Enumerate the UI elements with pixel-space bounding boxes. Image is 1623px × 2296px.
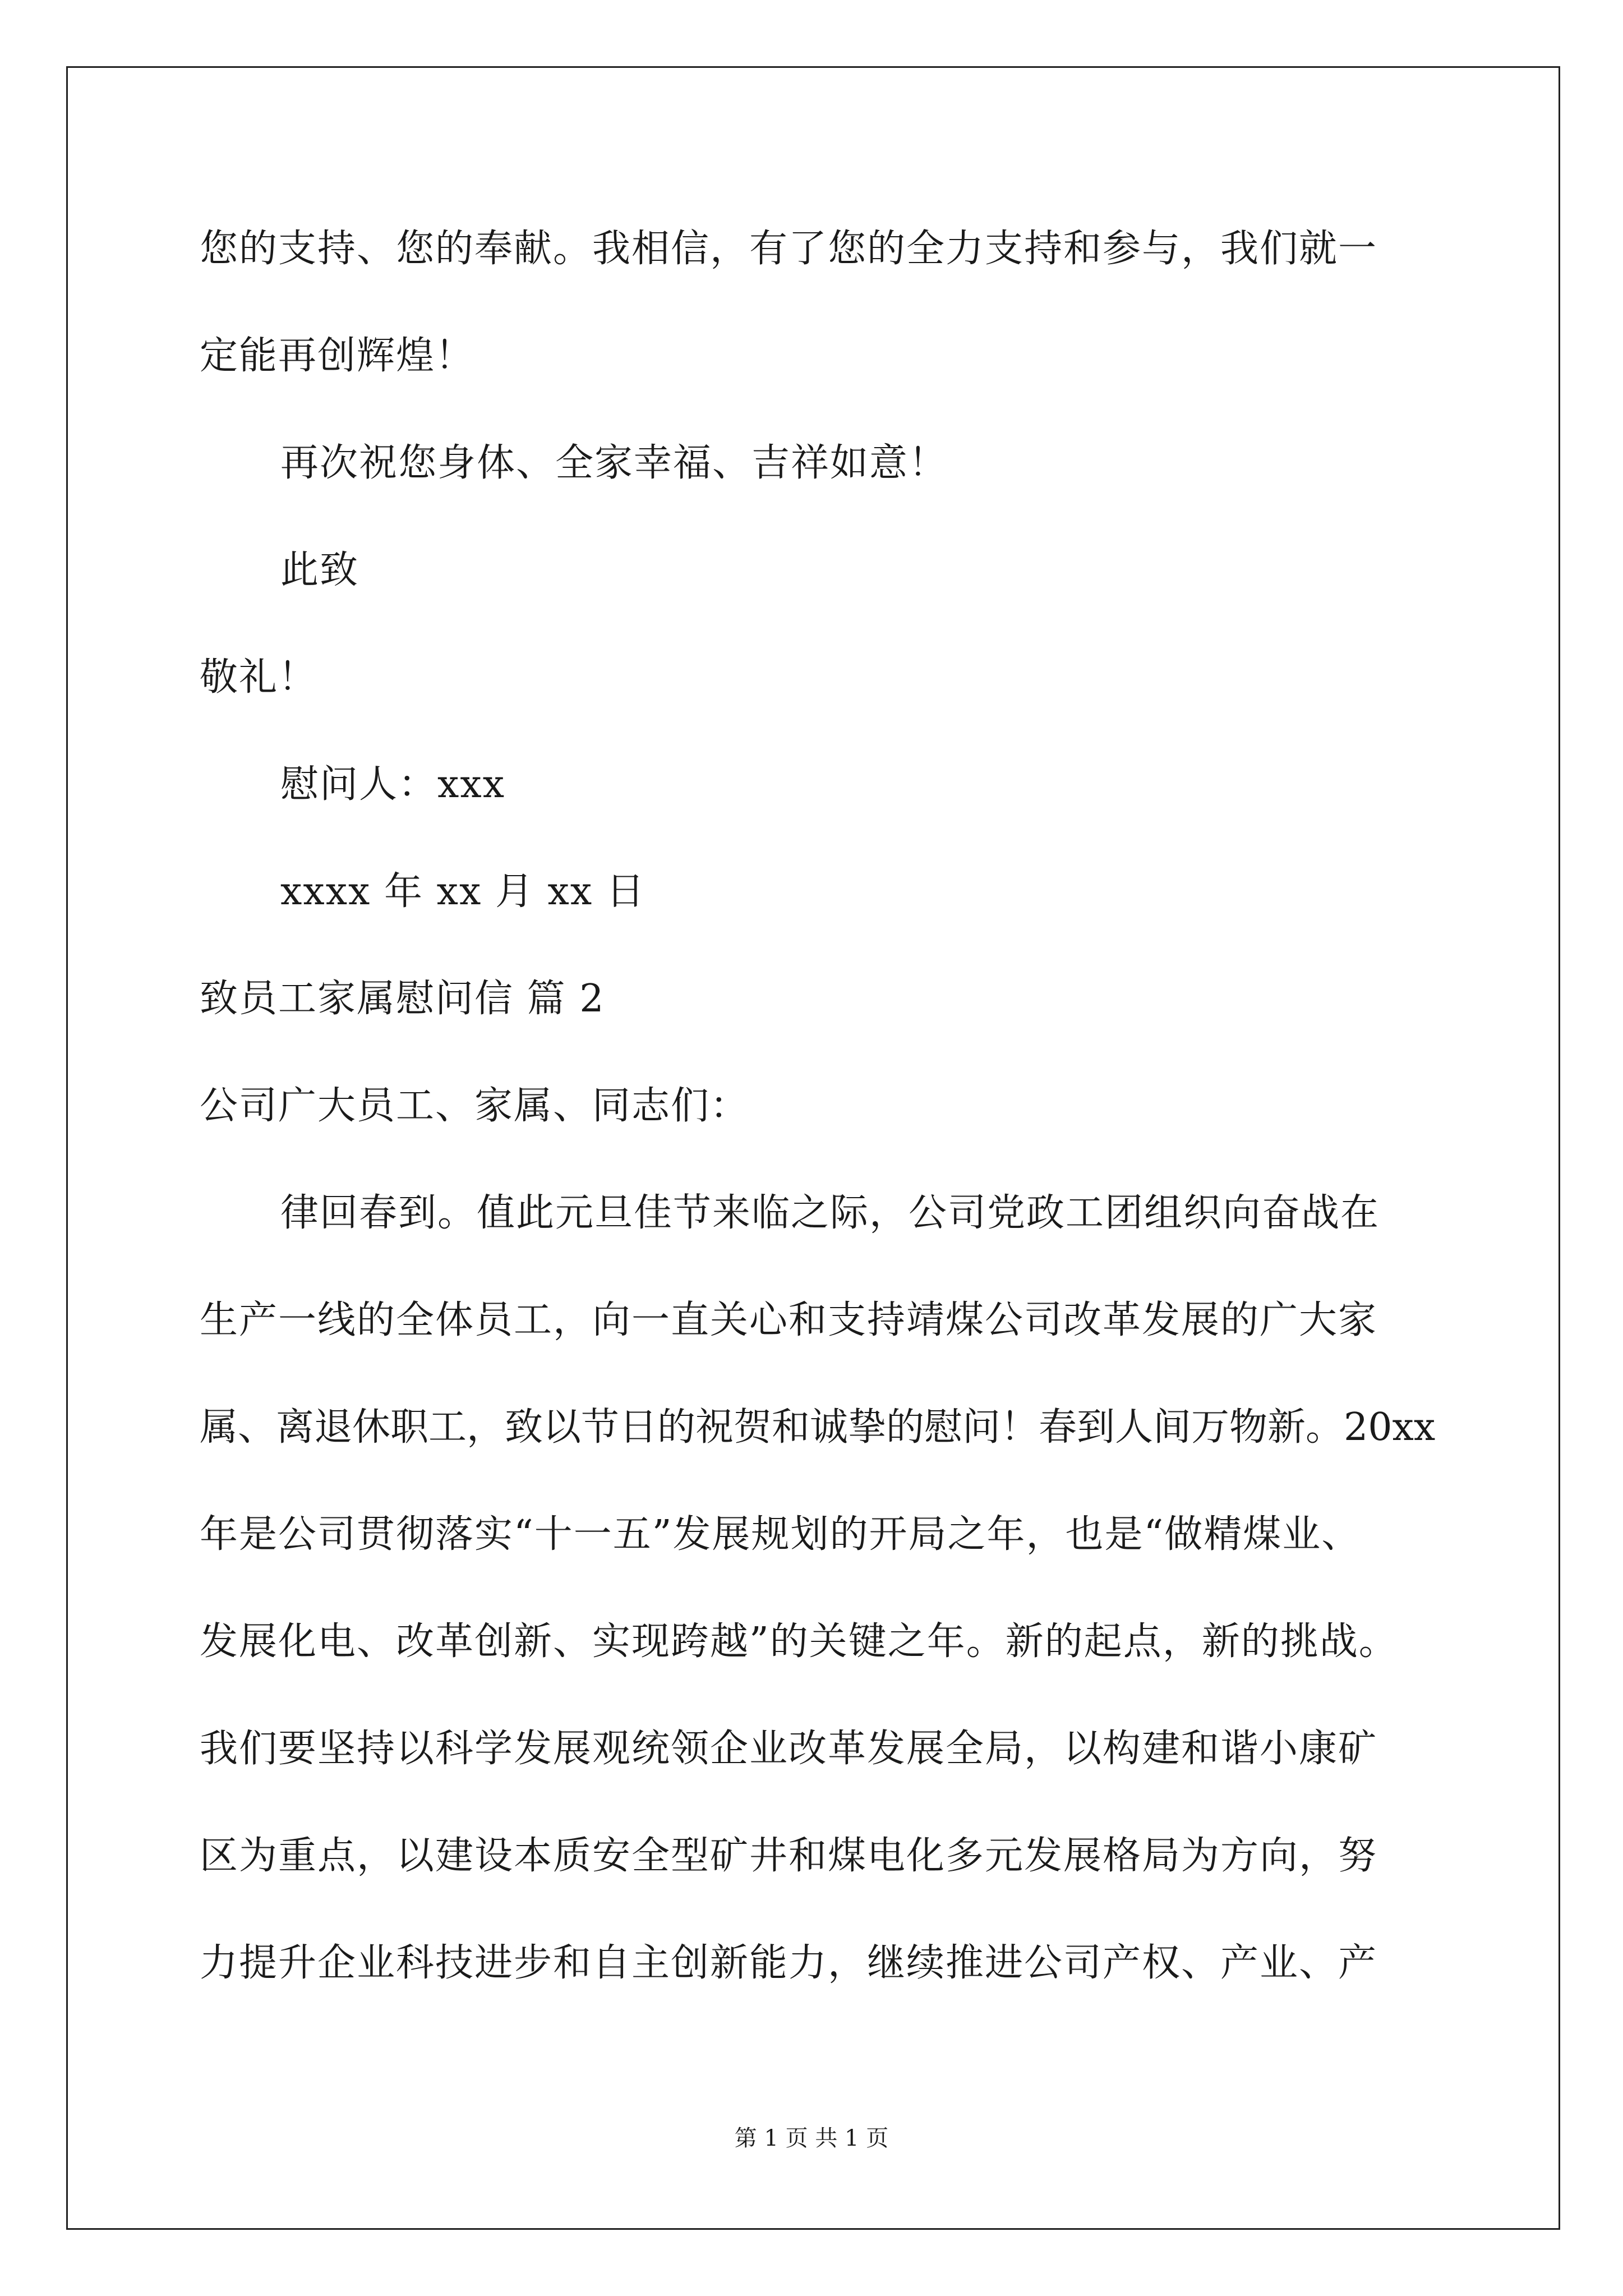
section-heading: 致员工家属慰问信 篇 2 — [200, 977, 605, 1021]
closing-salutation: 敬礼！ — [200, 655, 318, 700]
signatory-line: 慰问人：xxx — [280, 762, 506, 807]
body-line: 发展化电、改革创新、实现跨越”的关键之年。新的起点，新的挑战。 — [200, 1619, 1398, 1664]
greeting-line: 公司广大员工、家属、同志们： — [200, 1084, 750, 1128]
body-line: 区为重点，以建设本质安全型矿井和煤电化多元发展格局为方向，努 — [200, 1834, 1378, 1878]
body-line: 生产一线的全体员工，向一直关心和支持靖煤公司改革发展的广大家 — [200, 1298, 1378, 1342]
body-line: 年是公司贯彻落实“十一五”发展规划的开局之年，也是“做精煤业、 — [200, 1512, 1361, 1557]
page-border — [66, 66, 1560, 2230]
body-line: 力提升企业科技进步和自主创新能力，继续推进公司产权、产业、产 — [200, 1941, 1378, 1985]
body-line: 您的支持、您的奉献。我相信，有了您的全力支持和参与，我们就一 — [200, 227, 1378, 271]
body-line: 属、离退休职工，致以节日的祝贺和诚挚的慰问！春到人间万物新。20xx — [200, 1405, 1436, 1450]
body-line: 我们要坚持以科学发展观统领企业改革发展全局，以构建和谐小康矿 — [200, 1727, 1378, 1771]
page-number-footer: 第 1 页 共 1 页 — [734, 2125, 889, 2151]
body-line: 再次祝您身体、全家幸福、吉祥如意！ — [280, 441, 948, 485]
body-line: 定能再创辉煌！ — [200, 334, 475, 378]
date-line: xxxx 年 xx 月 xx 日 — [280, 869, 645, 914]
body-line: 律回春到。值此元旦佳节来临之际，公司党政工团组织向奋战在 — [280, 1191, 1380, 1235]
closing-line: 此致 — [280, 548, 359, 592]
